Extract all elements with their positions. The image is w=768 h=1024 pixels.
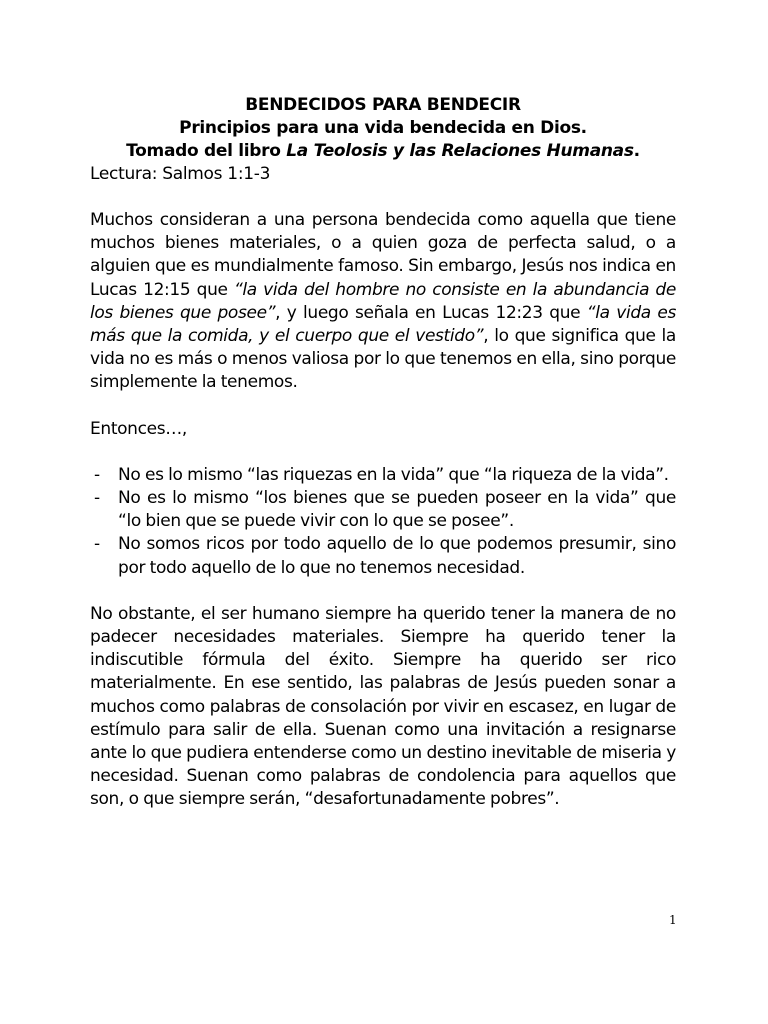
source-book-title: La Teolosis y las Relaciones Humanas — [286, 141, 634, 161]
source-suffix: . — [633, 141, 640, 161]
list-item — [90, 464, 676, 487]
list-item-text: No somos ricos por todo aquello de lo que podemos presumir, sino por todo aquello de lo que no tenemos necesidad. — [118, 534, 676, 578]
bullet-marker: - — [94, 534, 100, 555]
list-item-text: No es lo mismo “las riquezas en la vida” que “la riqueza de la vida”. — [118, 464, 669, 485]
quote-lucas-12-15: “la vida del hombre no consiste en la abundancia de los bienes que posee” — [90, 279, 676, 323]
paragraph-no-obstante: No obstante, el ser humano siempre ha querido tener la manera de no padecer necesidades materiales. Siempre ha querido tener la indiscutible fórmula del éxito. Siempre ha querido ser rico materialmente. En ese sentido, las palabras de Jesús pueden sonar a muchos como palabras de consolación por vivir en escasez, en lugar de estímulo para salir de ella. Suenan como una invitación a resignarse ante lo que pudiera entenderse como un destino inevitable de miseria y necesidad. Suenan como palabras de condolencia para aquellos que son, o que siempre serán, “desafortunadamente pobres”. — [90, 603, 676, 810]
document-title: BENDECIDOS PARA BENDECIR — [245, 95, 521, 115]
paragraph-entonces: Entonces…, — [90, 418, 187, 439]
bullet-marker: - — [94, 488, 100, 509]
paragraph-intro-part3: , lo que significa que la vida no es más o menos valiosa por lo que tenemos en ella, sino porque simplemente la tenemos. — [90, 326, 677, 393]
reading-reference: Lectura: Salmos 1:1-3 — [90, 164, 271, 184]
paragraph-gap — [90, 186, 676, 209]
source-prefix: Tomado del libro — [126, 141, 287, 161]
document-subtitle: Principios para una vida bendecida en Dios. — [179, 118, 587, 138]
page-number: 1 — [669, 913, 677, 927]
document-source — [90, 140, 676, 163]
paragraph-gap — [90, 580, 676, 603]
list-item-text: No es lo mismo “los bienes que se pueden poseer en la vida” que “lo bien que se puede vivir con lo que se posee”. — [118, 488, 676, 532]
quote-lucas-12-23: “la vida es más que la comida, y el cuerpo que el vestido” — [90, 302, 676, 347]
paragraph-gap — [90, 395, 676, 418]
bullet-marker: - — [94, 464, 100, 485]
list-item — [90, 487, 676, 533]
document-page — [90, 94, 676, 812]
list-item — [90, 533, 676, 579]
bullet-list — [90, 464, 676, 580]
paragraph-intro — [90, 209, 676, 395]
paragraph-intro-part1: Muchos consideran a una persona bendecida como aquella que tiene muchos bienes materiales, o a quien goza de perfecta salud, o a alguien que es mundialmente famoso. Sin embargo, Jesús nos indica en Lucas 12:15 que — [90, 210, 676, 300]
paragraph-intro-part2: , y luego señala en Lucas 12:23 que — [275, 302, 587, 323]
paragraph-gap — [90, 441, 676, 464]
